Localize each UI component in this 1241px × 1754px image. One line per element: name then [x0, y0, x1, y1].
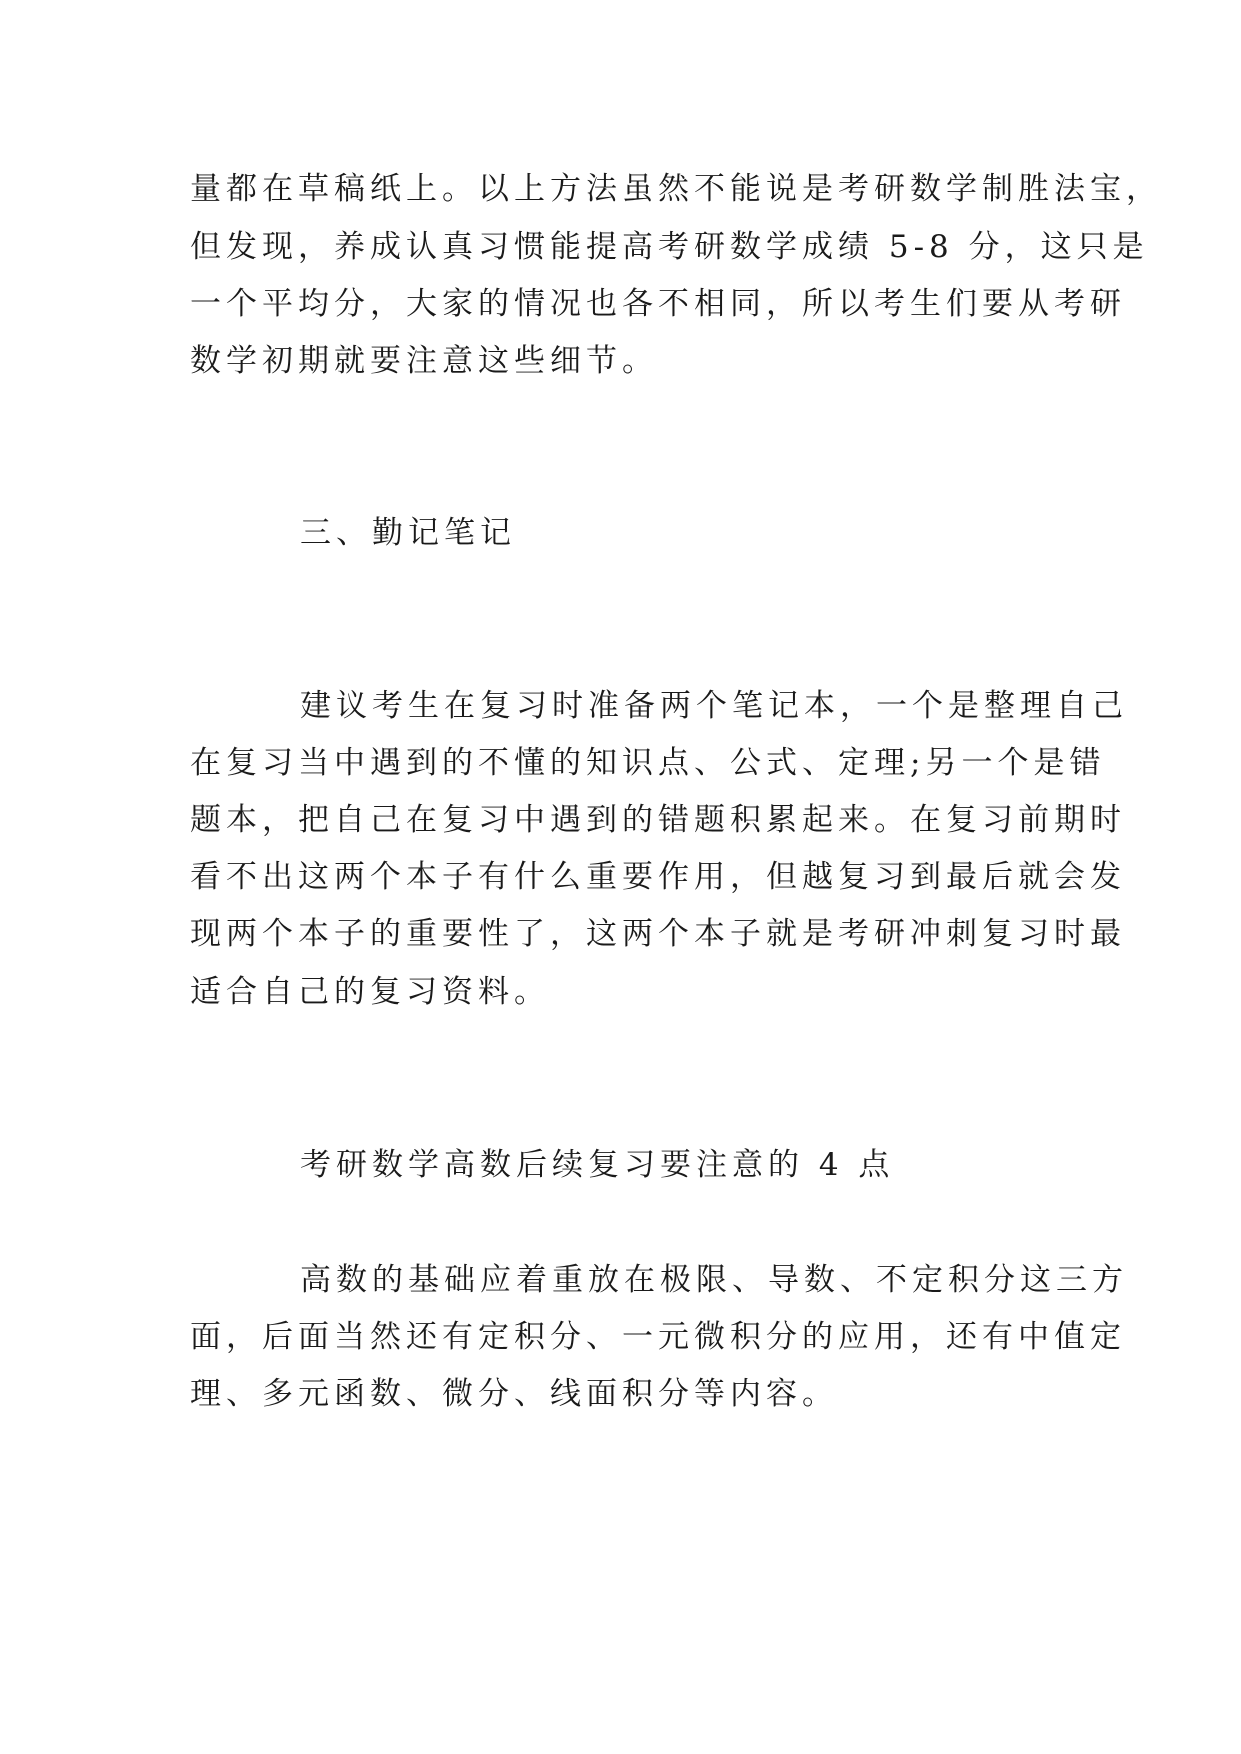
- paragraph-1-line-2: 但发现，养成认真习惯能提高考研数学成绩 5-8 分，这只是: [190, 229, 1149, 265]
- paragraph-2-line-4: 看不出这两个本子有什么重要作用，但越复习到最后就会发: [190, 859, 1126, 895]
- paragraph-2-line-5: 现两个本子的重要性了，这两个本子就是考研冲刺复习时最: [190, 916, 1126, 952]
- paragraph-2-line-3: 题本，把自己在复习中遇到的错题积累起来。在复习前期时: [190, 802, 1126, 838]
- paragraph-1-line-4: 数学初期就要注意这些细节。: [190, 343, 658, 379]
- paragraph-3-line-3: 理、多元函数、微分、线面积分等内容。: [190, 1376, 838, 1412]
- paragraph-2-line-6: 适合自己的复习资料。: [190, 974, 550, 1010]
- section-title: 考研数学高数后续复习要注意的 4 点: [300, 1147, 895, 1183]
- paragraph-1-line-3: 一个平均分，大家的情况也各不相同，所以考生们要从考研: [190, 286, 1126, 322]
- heading-3: 三、勤记笔记: [300, 515, 516, 551]
- paragraph-3-line-2: 面，后面当然还有定积分、一元微积分的应用，还有中值定: [190, 1319, 1126, 1355]
- paragraph-2-line-2: 在复习当中遇到的不懂的知识点、公式、定理;另一个是错: [190, 745, 1106, 781]
- paragraph-3-line-1: 高数的基础应着重放在极限、导数、不定积分这三方: [300, 1262, 1128, 1298]
- paragraph-1-line-1: 量都在草稿纸上。以上方法虽然不能说是考研数学制胜法宝，: [190, 171, 1162, 207]
- paragraph-2-line-1: 建议考生在复习时准备两个笔记本，一个是整理自己: [300, 688, 1128, 724]
